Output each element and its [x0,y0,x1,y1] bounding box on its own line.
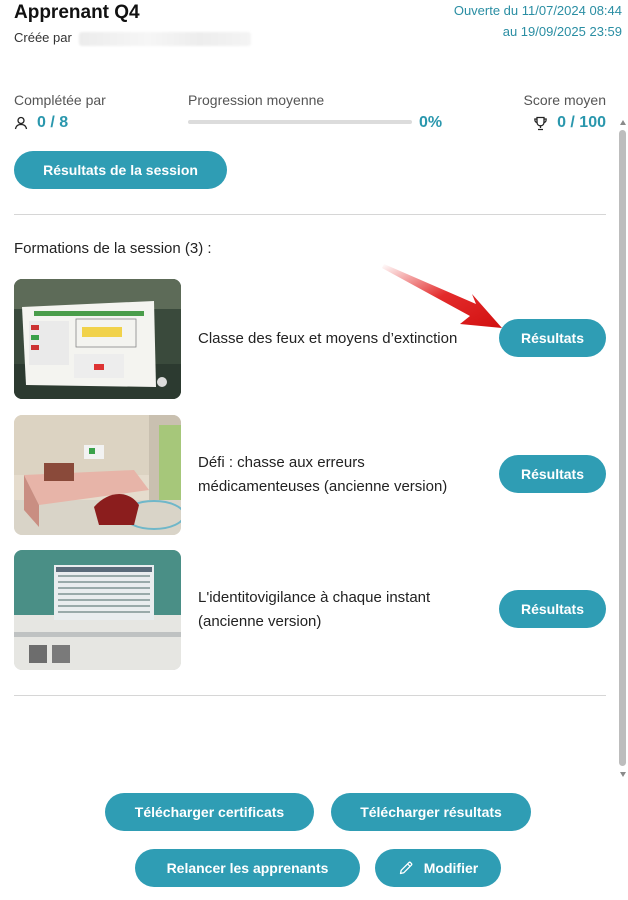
scrollbar-thumb[interactable] [619,130,626,766]
formation-results-button[interactable]: Résultats [499,319,606,357]
download-results-button[interactable]: Télécharger résultats [331,793,531,831]
score-label: Score moyen [523,92,606,108]
divider-bottom [14,695,606,696]
trophy-icon [533,116,548,131]
created-by-label: Créée par [14,30,72,45]
formation-title: Classe des feux et moyens d’extinction [198,330,458,347]
modify-label: Modifier [423,860,479,876]
completed-value: 0 / 8 [37,114,69,131]
score-stat [533,114,606,132]
session-header [14,0,622,60]
formation-row [14,415,606,535]
created-by [14,30,251,46]
formation-row [14,550,606,670]
score-value: 0 / 100 [557,114,606,131]
formation-thumbnail-medication-errors [14,415,181,535]
formation-title: L'identitovigilance à chaque instant (ancienne version) [198,589,431,630]
pencil-icon [398,860,414,876]
download-certificates-button[interactable]: Télécharger certificats [105,793,314,831]
progress-label: Progression moyenne [188,92,325,108]
completed-stat [14,114,68,132]
blurred-author-name [79,32,251,46]
session-results-button[interactable]: Résultats de la session [14,151,227,189]
formation-title: Défi : chasse aux erreurs médicamenteuses (ancienne version) [198,454,448,495]
progress-bar [188,120,412,124]
modify-button[interactable] [375,849,501,887]
completed-label: Complétée par [14,92,106,108]
red-pointer-arrow-icon [380,258,510,338]
scroll-down-arrow-icon[interactable] [620,772,626,777]
opened-line-1: Ouverte du 11/07/2024 08:44 [453,3,622,18]
progress-value: 0% [419,114,443,131]
formation-row [14,279,606,399]
user-icon [14,116,28,130]
session-stats [14,92,606,136]
formations-title: Formations de la session (3) : [14,240,212,257]
opened-line-2: au 19/09/2025 23:59 [502,24,622,39]
formation-results-button[interactable]: Résultats [499,590,606,628]
page-title: Apprenant Q4 [14,2,140,23]
formation-results-button[interactable]: Résultats [499,455,606,493]
divider-top [14,214,606,215]
formation-thumbnail-identitovigilance [14,550,181,670]
session-dates [454,0,622,42]
scroll-up-arrow-icon[interactable] [620,120,626,125]
formation-thumbnail-fire-class [14,279,181,399]
remind-learners-button[interactable]: Relancer les apprenants [135,849,360,887]
scrollbar[interactable] [618,60,628,720]
